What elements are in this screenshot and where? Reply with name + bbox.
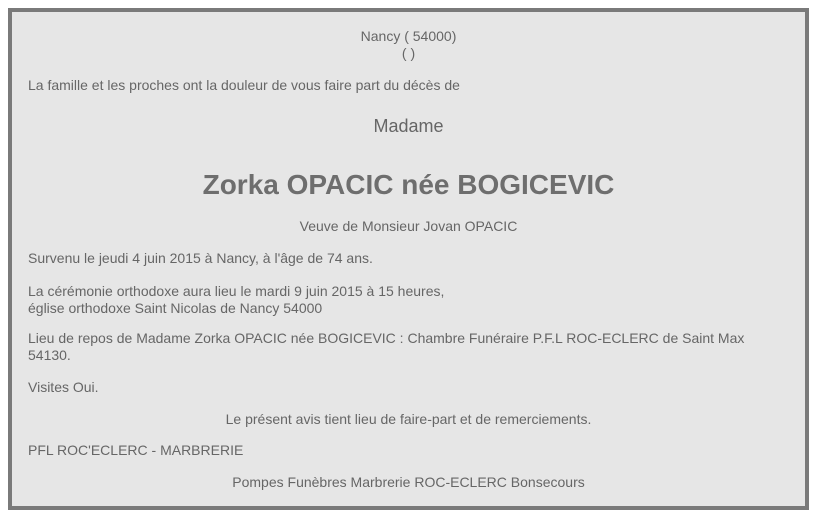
ceremony-line-2: église orthodoxe Saint Nicolas de Nancy 54000 (28, 300, 323, 316)
death-details: Survenu le jeudi 4 juin 2015 à Nancy, à l'âge de 74 ans. (28, 250, 373, 266)
obituary-notice (8, 8, 809, 510)
closing-text: Le présent avis tient lieu de faire-part et de remerciements. (225, 411, 592, 427)
relation-text: Veuve de Monsieur Jovan OPACIC (299, 218, 518, 234)
ceremony-line-1: La cérémonie orthodoxe aura lieu le mardi 9 juin 2015 à 15 heures, (28, 283, 445, 299)
visits-text: Visites Oui. (28, 379, 99, 395)
footer-text: Pompes Funèbres Marbrerie ROC-ECLERC Bonsecours (232, 474, 585, 490)
honorific: Madame (373, 116, 444, 136)
intro-text: La famille et les proches ont la douleur de vous faire part du décès de (28, 77, 460, 93)
company-name: PFL ROC'ECLERC - MARBRERIE (28, 442, 244, 458)
location-extra: ( ) (401, 45, 416, 61)
deceased-name: Zorka OPACIC née BOGICEVIC (202, 169, 615, 200)
location: Nancy ( 54000) (360, 28, 457, 44)
rest-place-line-1: Lieu de repos de Madame Zorka OPACIC née BOGICEVIC : Chambre Funéraire P.F.L ROC-ECLERC de Saint Max (28, 330, 745, 346)
rest-place-line-2: 54130. (28, 347, 71, 363)
